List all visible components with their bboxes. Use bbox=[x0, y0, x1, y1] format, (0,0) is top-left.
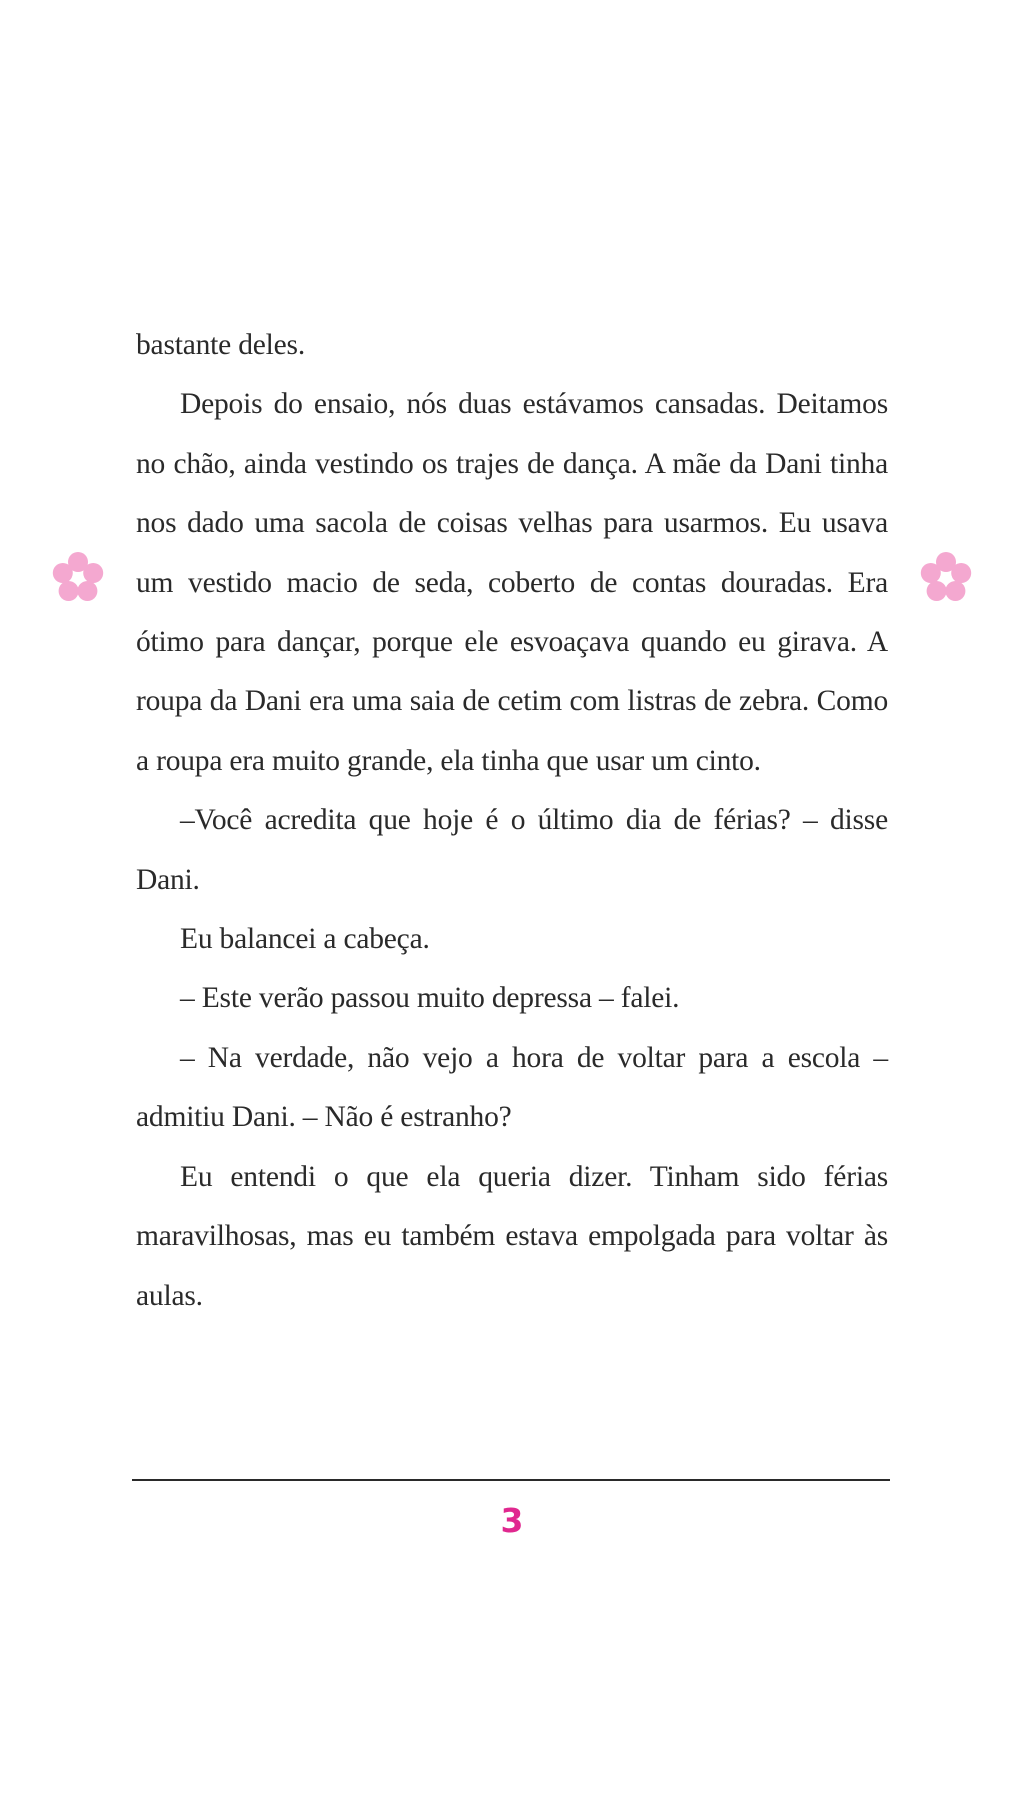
page-number: 3 bbox=[500, 1501, 524, 1540]
paragraph-1: bastante deles. bbox=[136, 329, 306, 361]
paragraph-4: Eu balancei a cabeça. bbox=[180, 923, 430, 956]
paragraph-5: – Este verão passou muito depressa – falei. bbox=[180, 982, 680, 1015]
paragraph-7: Eu entendi o que ela queria dizer. Tinham sido férias maravilhosas, mas eu também estava empolgada para voltar às aulas. bbox=[136, 1160, 888, 1312]
paragraph-6: – Na verdade, não vejo a hora de voltar para a escola – admitiu Dani. – Não é estranho? bbox=[136, 1041, 888, 1134]
footer-rule bbox=[132, 1479, 890, 1481]
paragraph-2: Depois do ensaio, nós duas estávamos cansadas. Deitamos no chão, ainda vestindo os trajes de dança. A mãe da Dani tinha nos dado uma sacola de coisas velhas para usarmos. Eu usava um vestido macio de seda, coberto de contas douradas. Era ótimo para dançar, porque ele esvoaçava quando eu girava. A roupa da Dani era uma saia de cetim com listras de zebra. Como a roupa era muito grande, ela tinha que usar um cinto. bbox=[136, 388, 888, 777]
flower-icon bbox=[918, 550, 974, 606]
page-body bbox=[136, 316, 888, 1326]
paragraph-3: –Você acredita que hoje é o último dia de férias? – disse Dani. bbox=[136, 804, 888, 896]
flower-icon bbox=[50, 550, 106, 606]
